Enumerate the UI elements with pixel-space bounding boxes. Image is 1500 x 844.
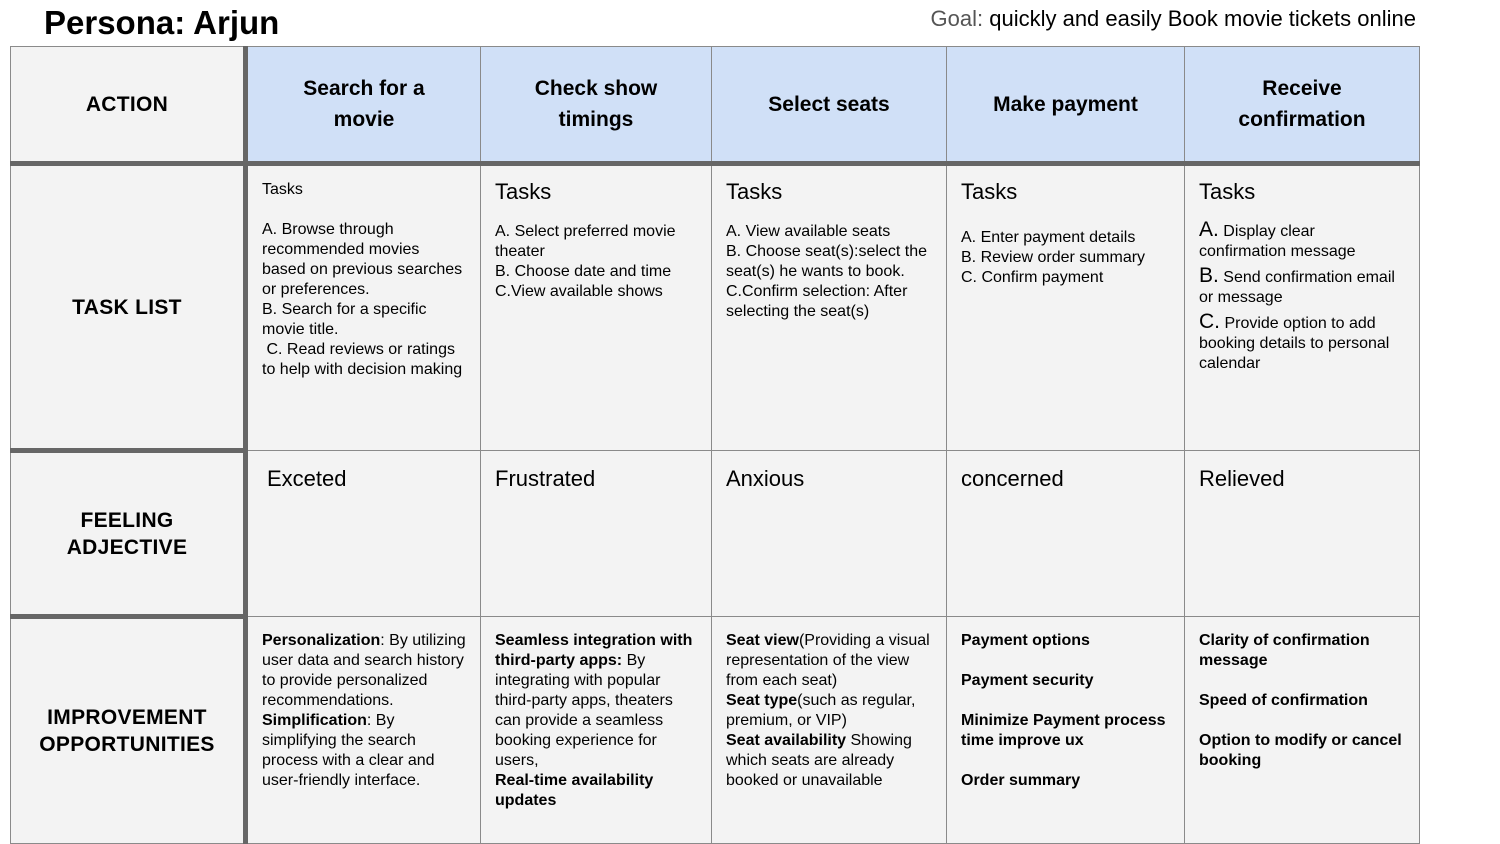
tasks-check-timings	[481, 164, 712, 451]
action-check-timings: Check show timings	[481, 47, 712, 164]
task-item: B. Choose seat(s):select the seat(s) he wants to book.	[726, 243, 927, 280]
task-item: B. Send confirmation email or message	[1199, 264, 1395, 306]
goal-text: quickly and easily Book movie tickets online	[983, 6, 1416, 31]
opportunities-select-seats	[712, 617, 947, 844]
tasks-receive-confirmation	[1185, 164, 1420, 451]
tasks-make-payment	[947, 164, 1185, 451]
opportunity-item: Seat availability Showing which seats are already booked or unavailable	[726, 732, 912, 789]
task-item: B. Review order summary	[961, 249, 1146, 266]
opportunity-item: Option to modify or cancel booking	[1199, 732, 1402, 769]
opportunity-item: Speed of confirmation	[1199, 692, 1368, 709]
opportunities-search-movie	[246, 617, 481, 844]
action-search-movie: Search for a movie	[246, 47, 481, 164]
tasks-title: Tasks	[726, 179, 783, 204]
opportunity-item: Real-time availability updates	[495, 772, 654, 809]
task-item: C. Read reviews or ratings to help with decision making	[262, 341, 463, 378]
tasks-title: Tasks	[1199, 179, 1256, 204]
feeling-check-timings: Frustrated	[481, 451, 712, 617]
row-header-action: ACTION	[11, 47, 246, 164]
goal-statement	[931, 6, 1416, 32]
opportunities-make-payment	[947, 617, 1185, 844]
task-item: A. Enter payment details	[961, 229, 1136, 246]
tasks-title: Tasks	[961, 179, 1018, 204]
opportunity-item: Payment options	[961, 632, 1090, 649]
opportunity-item: Clarity of confirmation message	[1199, 632, 1370, 669]
tasks-title: Tasks	[262, 181, 303, 198]
task-item: C.Confirm selection: After selecting the seat(s)	[726, 283, 908, 320]
task-item: C. Confirm payment	[961, 269, 1104, 286]
row-header-feeling: FEELING ADJECTIVE	[11, 451, 246, 617]
task-item: B. Search for a specific movie title.	[262, 301, 427, 338]
feeling-search-movie: Exceted	[246, 451, 481, 617]
action-select-seats: Select seats	[712, 47, 947, 164]
feeling-receive-confirmation: Relieved	[1185, 451, 1420, 617]
task-item: C. Provide option to add booking details to personal calendar	[1199, 310, 1390, 372]
task-item: C.View available shows	[495, 283, 663, 300]
tasks-title: Tasks	[495, 179, 552, 204]
opportunity-item: Minimize Payment process time improve ux	[961, 712, 1166, 749]
feeling-select-seats: Anxious	[712, 451, 947, 617]
opportunities-check-timings	[481, 617, 712, 844]
persona-title: Persona: Arjun	[44, 4, 280, 41]
opportunity-item: Simplification: By simplifying the search process with a clear and user-friendly interface.	[262, 712, 435, 789]
opportunity-item: Seat type(such as regular, premium, or VIP)	[726, 692, 916, 729]
opportunity-item: Order summary	[961, 772, 1081, 789]
row-header-task-list: TASK LIST	[11, 164, 246, 451]
opportunity-item: Seat view(Providing a visual representation of the view from each seat)	[726, 632, 930, 689]
action-receive-confirmation: Receive confirmation	[1185, 47, 1420, 164]
task-item: A. Browse through recommended movies based on previous searches or preferences.	[262, 221, 463, 298]
task-item: A. Display clear confirmation message	[1199, 218, 1356, 260]
goal-label: Goal:	[930, 6, 984, 31]
opportunity-item: Personalization: By utilizing user data and search history to provide personalized recommendations.	[262, 632, 466, 709]
task-item: A. View available seats	[726, 223, 891, 240]
tasks-search-movie	[246, 164, 481, 451]
opportunities-receive-confirmation	[1185, 617, 1420, 844]
tasks-select-seats	[712, 164, 947, 451]
opportunity-item: Seamless integration with third-party apps: By integrating with popular third-party apps, theaters can provide a seamless booking experience for users,	[495, 632, 693, 769]
row-header-improvement: IMPROVEMENT OPPORTUNITIES	[11, 617, 246, 844]
task-item: A. Select preferred movie theater	[495, 223, 676, 260]
opportunity-item: Payment security	[961, 672, 1094, 689]
task-item: B. Choose date and time	[495, 263, 672, 280]
journey-map-grid	[10, 46, 1420, 844]
feeling-make-payment: concerned	[947, 451, 1185, 617]
action-make-payment: Make payment	[947, 47, 1185, 164]
